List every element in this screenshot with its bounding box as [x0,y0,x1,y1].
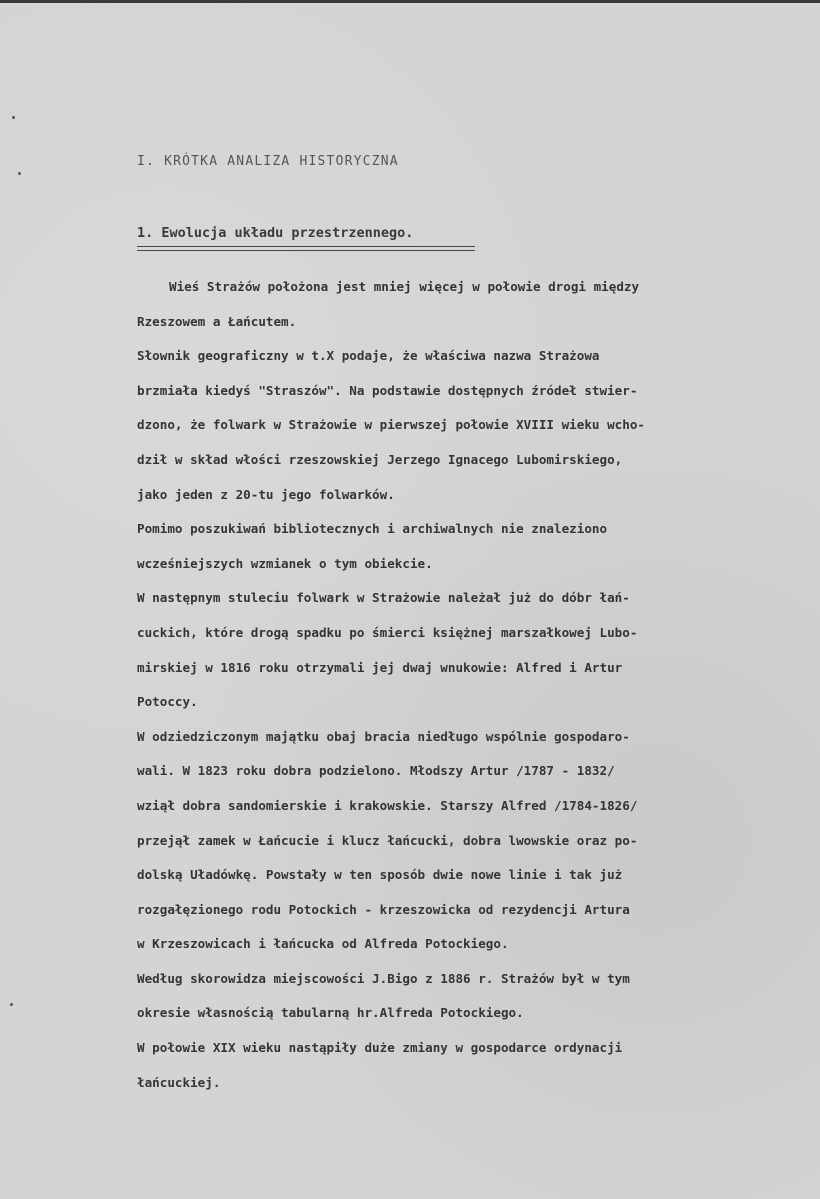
subsection-underline-second [137,250,475,251]
text-line: wziął dobra sandomierskie i krakowskie. Starszy Alfred /1784-1826/ [137,797,638,813]
text-line: rozgałęzionego rodu Potockich - krzeszowicka od rezydencji Artura [137,901,630,917]
subsection-underline [137,246,475,247]
text-line: przejął zamek w Łańcucie i klucz łańcucki, dobra lwowskie oraz po- [137,832,638,848]
scan-speck [12,116,15,119]
text-line: Według skorowidza miejscowości J.Bigo z 1886 r. Strażów był w tym [137,970,630,986]
text-line: Pomimo poszukiwań bibliotecznych i archiwalnych nie znaleziono [137,521,608,537]
text-line: mirskiej w 1816 roku otrzymali jej dwaj wnukowie: Alfred i Artur [137,659,623,675]
subsection-heading: 1. Ewolucja układu przestrzennego. [137,225,414,241]
scan-top-edge [0,0,820,3]
text-line: okresie własnością tabularną hr.Alfreda Potockiego. [137,1005,524,1021]
text-line: Rzeszowem a Łańcutem. [137,313,297,329]
text-line: dolską Uładówkę. Powstały w ten sposób dwie nowe linie i tak już [137,867,623,883]
scan-speck [10,1003,13,1006]
text-line: W odziedziczonym majątku obaj bracia niedługo wspólnie gospodaro- [137,728,630,744]
section-heading: I. KRÓTKA ANALIZA HISTORYCZNA [137,154,399,169]
text-line: wcześniejszych wzmianek o tym obiekcie. [137,555,433,571]
text-line: dził w skład włości rzeszowskiej Jerzego Ignacego Lubomirskiego, [137,451,623,467]
text-line: Słownik geograficzny w t.X podaje, że właściwa nazwa Strażowa [137,348,600,364]
text-line: brzmiała kiedyś "Straszów". Na podstawie dostępnych źródeł stwier- [137,382,638,398]
text-line: cuckich, które drogą spadku po śmierci księżnej marszałkowej Lubo- [137,624,638,640]
body-text [137,270,807,1100]
scan-speck [18,172,21,175]
text-line: W następnym stuleciu folwark w Strażowie należał już do dóbr łań- [137,590,630,606]
text-line: Wieś Strażów położona jest mniej więcej w połowie drogi między [169,279,640,294]
text-line: w Krzeszowicach i łańcucka od Alfreda Potockiego. [137,936,509,952]
text-line: Potoccy. [137,694,198,710]
text-line: jako jeden z 20-tu jego folwarków. [137,486,395,502]
text-line: łańcuckiej. [137,1074,221,1090]
text-line: dzono, że folwark w Strażowie w pierwszej połowie XVIII wieku wcho- [137,417,645,433]
text-line: W połowie XIX wieku nastąpiły duże zmiany w gospodarce ordynacji [137,1040,623,1056]
text-line: wali. W 1823 roku dobra podzielono. Młodszy Artur /1787 - 1832/ [137,763,615,779]
